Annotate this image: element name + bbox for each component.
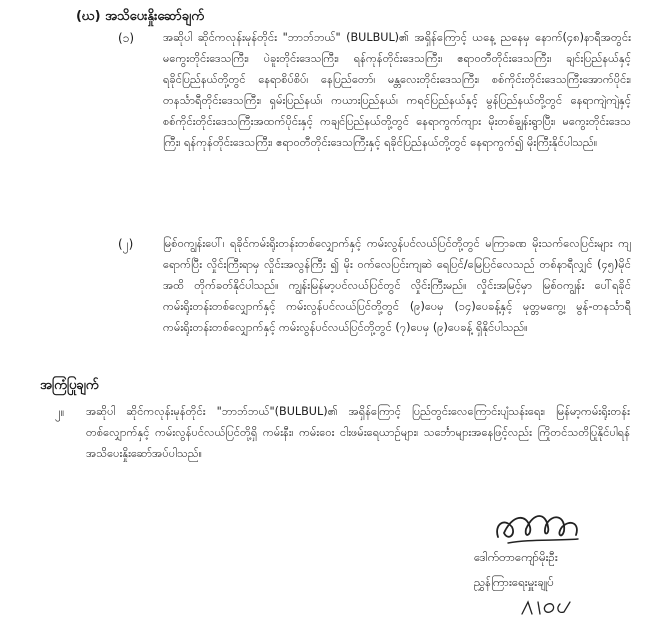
signature-image	[490, 505, 590, 550]
advisory-heading: အကြံပြုချက်	[40, 378, 99, 393]
item-paragraph: မြစ်ဝကျွန်းပေါ်၊ ရခိုင်ကမ်းရိုးတန်းတစ်လျှောက်နှင့် ကမ်းလွန်ပင်လယ်ပြင်တို့တွင် မကြာခဏ မိုးသက်လေပြင်းများ ကျရောက်ပြီး လှိုင်းကြီးရာမှ လှိုင်းအလွန်ကြီး ၍ မိုး ဝက်လေပြင်းကျဆဲ ရေပြင်/မြေပြင်လေသည် တစ်နာရီလျှင် (၄၅)မိုင်အထိ တိုက်ခတ်နိုင်ပါသည်။ ကျွန်းမြန်မာ့ပင်လယ်ပြင်တွင် လှိုင်းကြီးမည်။ လှိုင်းအမြင့်မှာ မြစ်ဝကျွန်း ပေါ်ရခိုင်ကမ်းရိုးတန်းတစ်လျှောက်နှင့် ကမ်းလွန်ပင်လယ်ပြင်တို့တွင် (၉)ပေမှ (၁၄)ပေခန့်နှင့် မုတ္တမကွေ့၊ မွန်-တနင်္သာရီကမ်းရိုးတန်းတစ်လျှောက်နှင့် ကမ်းလွန်ပင်လယ်ပြင်တို့တွင် (၇)ပေမှ (၉)ပေခန့် ရှိနိုင်ပါသည်။	[163, 237, 631, 334]
initials-mark	[518, 596, 578, 620]
signatory-name: ဒေါက်တာကျော်မိုးဦး	[474, 550, 558, 564]
advisory-paragraph: အဆိုပါ ဆိုင်ကလုန်းမုန်တိုင်း "ဘာဘ်ဘယ်"(BULBUL)၏ အရှိန်ကြောင့် ပြည်တွင်းလေကြောင်းပျံသန်းရေး၊ မြန်မာ့ကမ်းရိုးတန်းတစ်လျှောက်နှင့် ကမ်းလွန်ပင်လယ်ပြင်တို့ရှိ ကမ်းနီး၊ ကမ်းဝေး ငါးဖမ်းရေယာဉ်များ၊ သင်္ဘောများအနေဖြင့်လည်း ကြိုတင်သတိပြုနိုင်ပါရန် အသိပေးနှိုးဆော်အပ်ပါသည်။	[86, 405, 630, 460]
signatory-title: ညွှန်ကြားရေးမှူးချုပ်	[474, 575, 554, 589]
section-heading: (ဃ) အသိပေးနှိုးဆော်ချက်	[76, 9, 204, 24]
item-number: (၂)	[118, 237, 134, 251]
item-paragraph: အဆိုပါ ဆိုင်ကလုန်းမုန်တိုင်း "ဘာဘ်ဘယ်" (BULBUL)၏ အရှိန်ကြောင့် ယနေ့ ညနေမှ နောက်(၄၈)နာရီအတွင်း မကွေးတိုင်းဒေသကြီး၊ ပဲခူးတိုင်းဒေသကြီး၊ ရန်ကုန်တိုင်းဒေသကြီး၊ ဧရာဝတီတိုင်းဒေသကြီး၊ ချင်းပြည်နယ်နှင့် ရခိုင်ပြည်နယ်တို့တွင် နေရာစိပ်စိပ်၊ နေပြည်တော်၊ မန္တလေးတိုင်းဒေသကြီး၊ စစ်ကိုင်းတိုင်းဒေသကြီးအောက်ပိုင်း၊ တနင်္သာရီတိုင်းဒေသကြီး၊ ရှမ်းပြည်နယ်၊ ကယားပြည်နယ်၊ ကရင်ပြည်နယ်နှင့် မွန်ပြည်နယ်တို့တွင် နေရာကျဲကျဲနှင့် စစ်ကိုင်းတိုင်းဒေသကြီးအထက်ပိုင်းနှင့် ကချင်ပြည်နယ်တို့တွင် နေရာကွက်ကျား မိုးတစ်ချွန်းရွာပြီး၊ မကွေးတိုင်းဒေသကြီး၊ ရန်ကုန်တိုင်းဒေသကြီး၊ ဧရာဝတီတိုင်းဒေသကြီးနှင့် ရခိုင်ပြည်နယ်တို့တွင် နေရာကွက်၍ မိုးကြီးနိုင်ပါသည်။	[163, 31, 631, 149]
item-number: (၁)	[118, 31, 135, 45]
advisory-number: ၂။	[55, 405, 65, 419]
